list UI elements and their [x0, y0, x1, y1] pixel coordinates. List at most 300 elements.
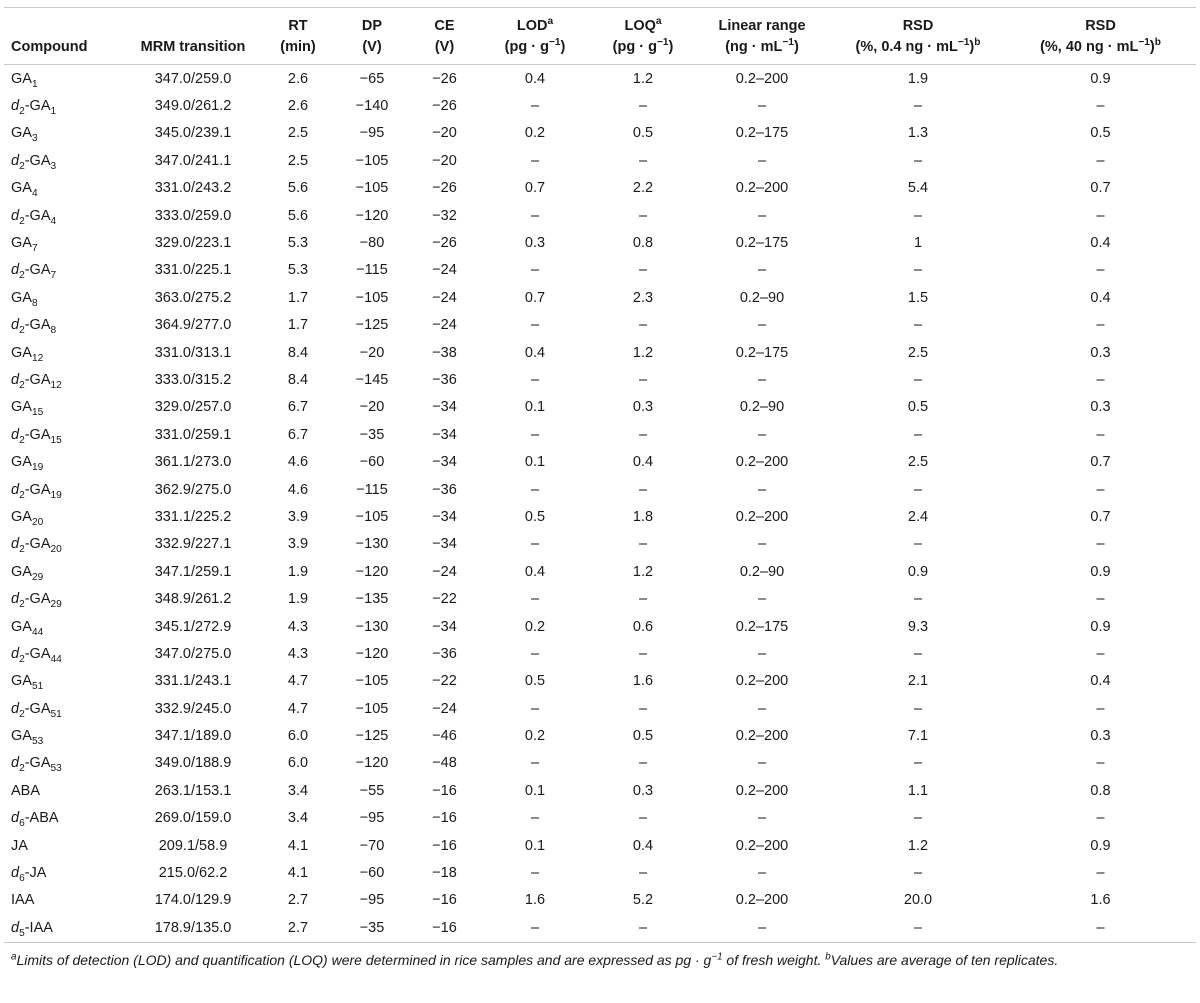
cell-loq: 2.2	[632, 180, 654, 197]
cell-dp: −105	[355, 508, 389, 525]
cell-rsd-high: 0.8	[1090, 782, 1111, 799]
cell-rsd-high: 0.3	[1090, 399, 1111, 416]
cell-rt: 4.1	[287, 837, 309, 854]
cell-compound: $d_5$-IAA	[4, 914, 122, 942]
cell-linear-range: 0.2–200	[735, 180, 789, 197]
cell-rt: 2.6	[287, 98, 309, 115]
cell-rt: 3.9	[287, 536, 309, 553]
cell-mrm-transition: 361.1/273.0	[154, 454, 232, 471]
cell-rsd-low: –	[913, 426, 923, 443]
header-rsd-low: RSD (%, 0.4 ng · $mL^{-1})^b$	[831, 8, 1005, 65]
cell-ce: −34	[432, 454, 457, 471]
cell-linear-range: –	[757, 645, 767, 662]
table-row	[4, 421, 1196, 448]
cell-rt: 2.7	[287, 892, 309, 909]
cell-mrm-transition: 263.1/153.1	[154, 782, 232, 799]
cell-dp: −120	[355, 755, 389, 772]
cell-ce: −46	[432, 728, 457, 745]
cell-ce: −16	[432, 782, 457, 799]
cell-loq: 0.3	[632, 782, 654, 799]
cell-rt: 6.7	[287, 426, 309, 443]
cell-mrm-transition: 178.9/135.0	[122, 914, 264, 942]
cell-rsd-low: –	[913, 371, 923, 388]
cell-dp: −145	[355, 371, 389, 388]
cell-loq: –	[638, 865, 648, 882]
cell-lod: –	[530, 536, 540, 553]
cell-rsd-high: 0.9	[1090, 837, 1111, 854]
cell-mrm-transition: 333.0/259.0	[154, 207, 232, 224]
cell-rsd-low: 1.1	[907, 782, 929, 799]
cell-lod: –	[530, 645, 540, 662]
header-lod: LOD$^a$ $(pg \cdot g^{-1})$	[477, 8, 593, 65]
table-footnote: $^a$Limits of detection (LOD) and quantification (LOQ) were determined in rice samples and are expressed as pg · $g^{-1}$ of fresh weight. $^b$Values are average of ten replicates.	[11, 950, 1059, 968]
cell-linear-range: 0.2–200	[735, 508, 789, 525]
cell-rt: 5.3	[287, 235, 309, 252]
cell-compound: $GA_1$	[11, 70, 38, 90]
cell-loq: 1.2	[632, 344, 654, 361]
cell-rt: 1.9	[287, 563, 309, 580]
cell-lod: –	[530, 317, 540, 334]
cell-mrm-transition: 331.1/243.1	[154, 673, 232, 690]
header-ce: CE (V)	[412, 8, 477, 65]
cell-loq: –	[638, 98, 648, 115]
cell-mrm-transition: 347.1/189.0	[154, 728, 232, 745]
cell-loq: –	[638, 536, 648, 553]
cell-rsd-low: 1	[913, 235, 923, 252]
cell-mrm-transition: 345.1/272.9	[154, 618, 232, 635]
cell-rsd-low: 5.4	[907, 180, 929, 197]
table-row	[4, 175, 1196, 202]
cell-linear-range: –	[757, 591, 767, 608]
cell-lod: –	[530, 700, 540, 717]
cell-mrm-transition: 174.0/129.9	[154, 892, 232, 909]
table-row	[4, 339, 1196, 366]
cell-rsd-low: –	[913, 152, 923, 169]
cell-lod: 0.2	[524, 125, 546, 142]
cell-compound: ABA	[11, 782, 41, 799]
header-mrm-transition: MRM transition	[122, 8, 264, 65]
table-row	[4, 503, 1196, 530]
cell-linear-range: 0.2–200	[735, 782, 789, 799]
cell-lod: –	[530, 152, 540, 169]
table-row	[4, 147, 1196, 174]
cell-rsd-high: 0.3	[1090, 344, 1111, 361]
cell-compound: $GA_{15}$	[11, 399, 44, 419]
cell-dp: −95	[359, 892, 385, 909]
cell-rsd-low: –	[913, 481, 923, 498]
cell-dp: −95	[359, 810, 385, 827]
cell-mrm-transition: 331.0/243.2	[154, 180, 232, 197]
data-table	[4, 7, 1196, 943]
cell-linear-range: 0.2–175	[735, 235, 789, 252]
cell-compound: $d_2-GA_{15}$	[11, 426, 62, 446]
cell-mrm-transition: 364.9/277.0	[154, 317, 232, 334]
cell-loq: 0.5	[632, 728, 654, 745]
header-loq: LOQ$^a$ $(pg \cdot g^{-1})$	[593, 8, 693, 65]
cell-rt: 1.7	[287, 317, 309, 334]
cell-rsd-high: –	[1096, 317, 1105, 334]
cell-compound: $GA_{51}$	[11, 673, 44, 693]
cell-ce: −16	[432, 837, 457, 854]
table-row	[4, 668, 1196, 695]
cell-rsd-high: –	[1096, 591, 1105, 608]
cell-compound: $GA_3$	[11, 125, 38, 145]
cell-rt: 4.7	[287, 700, 309, 717]
table-row	[4, 120, 1196, 147]
cell-rsd-low: –	[913, 207, 923, 224]
table-row	[4, 448, 1196, 475]
cell-ce: −20	[432, 152, 457, 169]
cell-rt: 1.7	[287, 289, 309, 306]
cell-mrm-transition: 363.0/275.2	[154, 289, 232, 306]
cell-linear-range: –	[757, 262, 767, 279]
cell-mrm-transition: 269.0/159.0	[154, 810, 232, 827]
cell-mrm-transition: 347.0/241.1	[154, 152, 232, 169]
cell-dp: −105	[355, 152, 389, 169]
cell-rt: 8.4	[287, 371, 309, 388]
cell-dp: −55	[359, 782, 385, 799]
header-row	[4, 8, 1196, 65]
cell-linear-range: –	[757, 426, 767, 443]
table-row	[4, 394, 1196, 421]
cell-rt: 2.5	[287, 152, 309, 169]
cell-ce: −26	[432, 180, 457, 197]
cell-rt: 1.9	[287, 591, 309, 608]
table-row	[4, 914, 1196, 942]
cell-dp: −95	[359, 125, 385, 142]
cell-linear-range: 0.2–175	[735, 125, 789, 142]
cell-ce: −34	[432, 618, 457, 635]
cell-rsd-low: 1.9	[907, 70, 929, 87]
cell-compound: $d_2-GA_4$	[11, 207, 57, 227]
cell-dp: −140	[355, 98, 389, 115]
cell-rsd-high: 0.5	[1090, 125, 1111, 142]
cell-ce: −22	[432, 591, 457, 608]
cell-dp: −135	[355, 591, 389, 608]
header-compound: Compound	[4, 8, 122, 65]
cell-rsd-low: 0.5	[907, 399, 929, 416]
cell-linear-range: –	[757, 317, 767, 334]
cell-lod: –	[530, 262, 540, 279]
table-row	[4, 284, 1196, 311]
cell-mrm-transition: 332.9/245.0	[154, 700, 232, 717]
cell-rsd-low: –	[913, 645, 923, 662]
cell-linear-range: 0.2–175	[735, 344, 789, 361]
table-body	[4, 65, 1196, 943]
cell-linear-range: 0.2–200	[735, 454, 789, 471]
cell-loq: 0.3	[632, 399, 654, 416]
cell-ce: −18	[432, 865, 457, 882]
cell-rt: 4.3	[287, 618, 309, 635]
cell-rt: 5.6	[287, 207, 309, 224]
cell-ce: −26	[432, 70, 457, 87]
cell-rt: 3.4	[287, 810, 309, 827]
cell-dp: −80	[359, 235, 385, 252]
cell-rt: 2.5	[287, 125, 309, 142]
cell-mrm-transition: 349.0/188.9	[154, 755, 232, 772]
table-row	[4, 229, 1196, 256]
table-row	[4, 613, 1196, 640]
cell-dp: −120	[355, 563, 389, 580]
cell-loq: 0.5	[632, 125, 654, 142]
cell-loq: 2.3	[632, 289, 654, 306]
header-rt: RT (min)	[264, 8, 332, 65]
cell-rsd-high: –	[1096, 645, 1105, 662]
cell-rsd-low: –	[913, 755, 923, 772]
cell-linear-range: –	[757, 536, 767, 553]
cell-ce: −32	[432, 207, 457, 224]
cell-linear-range: –	[757, 810, 767, 827]
cell-rt: 4.6	[287, 454, 309, 471]
cell-loq: –	[638, 262, 648, 279]
cell-linear-range: –	[757, 152, 767, 169]
cell-linear-range: –	[757, 755, 767, 772]
cell-dp: −105	[355, 180, 389, 197]
cell-rsd-low: 2.5	[907, 454, 929, 471]
cell-dp: −125	[355, 728, 389, 745]
cell-compound: $d_2-GA_{12}$	[11, 371, 62, 391]
table-row	[4, 476, 1196, 503]
cell-rt: 6.7	[287, 399, 309, 416]
cell-compound: $GA_{53}$	[11, 728, 44, 747]
cell-dp: −20	[359, 344, 385, 361]
cell-rsd-high: –	[1096, 98, 1105, 115]
cell-dp: −130	[355, 618, 389, 635]
table-row	[4, 92, 1196, 119]
cell-mrm-transition: 332.9/227.1	[154, 536, 232, 553]
header-rsd-high: RSD (%, 40 ng · $mL^{-1})^b$	[1005, 8, 1196, 65]
cell-loq: –	[638, 755, 648, 772]
table-row	[4, 585, 1196, 612]
cell-lod: –	[530, 591, 540, 608]
cell-mrm-transition: 347.0/259.0	[154, 70, 232, 87]
cell-rsd-high: 1.6	[1090, 892, 1111, 909]
cell-rsd-high: –	[1096, 426, 1105, 443]
cell-lod: –	[530, 207, 540, 224]
cell-rsd-high: 0.7	[1090, 180, 1111, 197]
cell-mrm-transition: 345.0/239.1	[154, 125, 232, 142]
cell-linear-range: –	[757, 207, 767, 224]
cell-rsd-low: 9.3	[907, 618, 929, 635]
cell-dp: −125	[355, 317, 389, 334]
cell-compound: $GA_8$	[11, 289, 38, 309]
cell-linear-range: 0.2–175	[735, 618, 789, 635]
cell-loq: 1.2	[632, 563, 654, 580]
cell-ce: −24	[432, 262, 457, 279]
cell-loq: –	[638, 810, 648, 827]
cell-lod: 0.4	[524, 70, 546, 87]
cell-lod: –	[477, 914, 593, 942]
cell-ce: −26	[432, 98, 457, 115]
cell-loq: –	[638, 481, 648, 498]
cell-rsd-low: 7.1	[907, 728, 929, 745]
cell-rt: 5.6	[287, 180, 309, 197]
cell-linear-range: 0.2–200	[735, 70, 789, 87]
cell-lod: –	[530, 371, 540, 388]
cell-ce: −20	[432, 125, 457, 142]
cell-rsd-low: 0.9	[907, 563, 929, 580]
cell-rt: 3.9	[287, 508, 309, 525]
table-row	[4, 722, 1196, 749]
header-linear-range: Linear range $(ng \cdot mL^{-1})$	[693, 8, 831, 65]
cell-linear-range: –	[757, 865, 767, 882]
cell-rt: 8.4	[287, 344, 309, 361]
table-row	[4, 777, 1196, 804]
cell-ce: −22	[432, 673, 457, 690]
cell-rsd-high: –	[1096, 536, 1105, 553]
cell-loq: –	[593, 914, 693, 942]
table-row	[4, 366, 1196, 393]
cell-mrm-transition: 331.0/225.1	[154, 262, 232, 279]
cell-lod: –	[530, 426, 540, 443]
table-row	[4, 558, 1196, 585]
cell-rsd-low: 2.4	[907, 508, 929, 525]
cell-loq: 1.6	[632, 673, 654, 690]
cell-linear-range: –	[757, 700, 767, 717]
table-row	[4, 832, 1196, 859]
cell-mrm-transition: 349.0/261.2	[154, 98, 232, 115]
cell-linear-range: 0.2–90	[739, 399, 785, 416]
cell-ce: −34	[432, 508, 457, 525]
cell-ce: −36	[432, 481, 457, 498]
cell-rsd-high: 0.4	[1090, 289, 1111, 306]
cell-lod: 0.2	[524, 728, 546, 745]
table-row	[4, 312, 1196, 339]
cell-lod: 0.3	[524, 235, 546, 252]
cell-rt: 3.4	[287, 782, 309, 799]
cell-compound: $d_2-GA_{44}$	[11, 645, 62, 665]
cell-rt: 4.3	[287, 645, 309, 662]
cell-linear-range: –	[757, 481, 767, 498]
cell-rt: 6.0	[287, 755, 309, 772]
cell-rt: 4.7	[287, 673, 309, 690]
cell-lod: 0.1	[524, 454, 546, 471]
table-row	[4, 65, 1196, 93]
cell-ce: −16	[432, 892, 457, 909]
cell-ce: −16	[412, 914, 477, 942]
cell-rsd-high: –	[1096, 700, 1105, 717]
cell-mrm-transition: 329.0/223.1	[154, 235, 232, 252]
cell-rt: 4.1	[287, 865, 309, 882]
cell-ce: −34	[432, 399, 457, 416]
cell-dp: −120	[355, 207, 389, 224]
cell-lod: –	[530, 481, 540, 498]
cell-linear-range: 0.2–200	[735, 837, 789, 854]
cell-mrm-transition: 215.0/62.2	[158, 865, 228, 882]
cell-rsd-high: 0.9	[1090, 70, 1111, 87]
cell-ce: −24	[432, 317, 457, 334]
cell-rsd-low: –	[913, 262, 923, 279]
cell-mrm-transition: 331.1/225.2	[154, 508, 232, 525]
cell-mrm-transition: 362.9/275.0	[154, 481, 232, 498]
cell-rsd-low: 2.5	[907, 344, 929, 361]
cell-compound: $d_2-GA_3$	[11, 152, 57, 172]
cell-ce: −36	[432, 645, 457, 662]
cell-dp: −115	[356, 262, 388, 279]
cell-ce: −36	[432, 371, 457, 388]
cell-compound: JA	[11, 837, 28, 854]
cell-rsd-low: –	[913, 865, 923, 882]
cell-rsd-high: 0.9	[1090, 563, 1111, 580]
cell-dp: −60	[359, 865, 385, 882]
cell-loq: –	[638, 371, 648, 388]
cell-ce: −38	[432, 344, 457, 361]
cell-lod: –	[530, 810, 540, 827]
cell-rsd-high: 0.9	[1090, 618, 1111, 635]
cell-mrm-transition: 333.0/315.2	[154, 371, 232, 388]
cell-lod: 0.7	[524, 180, 546, 197]
cell-rsd-high: 0.3	[1090, 728, 1111, 745]
cell-mrm-transition: 347.0/275.0	[154, 645, 232, 662]
cell-dp: −130	[355, 536, 389, 553]
cell-loq: 1.2	[632, 70, 654, 87]
cell-lod: 0.5	[524, 673, 546, 690]
cell-rsd-low: –	[913, 810, 923, 827]
cell-lod: 0.1	[524, 837, 546, 854]
cell-compound: $d_2-GA_1$	[11, 98, 57, 117]
cell-rt: 5.3	[287, 262, 309, 279]
cell-linear-range: 0.2–200	[735, 673, 789, 690]
cell-ce: −16	[432, 810, 457, 827]
cell-lod: 0.7	[524, 289, 546, 306]
cell-compound: $d_2-GA_{51}$	[11, 700, 62, 720]
cell-ce: −24	[432, 289, 457, 306]
cell-mrm-transition: 329.0/257.0	[154, 399, 232, 416]
table-row	[4, 859, 1196, 886]
cell-rsd-low: 20.0	[903, 892, 933, 909]
cell-compound: IAA	[11, 892, 35, 909]
cell-rt: 4.6	[287, 481, 309, 498]
cell-loq: –	[638, 426, 648, 443]
cell-rsd-low: –	[913, 98, 923, 115]
cell-ce: −24	[432, 563, 457, 580]
cell-dp: −120	[355, 645, 389, 662]
table-row	[4, 640, 1196, 667]
cell-rsd-high: 0.7	[1090, 508, 1111, 525]
cell-lod: 0.1	[524, 782, 546, 799]
cell-linear-range: –	[693, 914, 831, 942]
cell-loq: 0.8	[632, 235, 654, 252]
cell-linear-range: –	[757, 371, 767, 388]
cell-dp: −60	[359, 454, 385, 471]
cell-lod: –	[530, 865, 540, 882]
cell-rsd-low: –	[831, 914, 1005, 942]
cell-lod: –	[530, 98, 540, 115]
cell-lod: 1.6	[524, 892, 546, 909]
cell-rsd-high: 0.7	[1090, 454, 1111, 471]
table-row	[4, 257, 1196, 284]
cell-compound: $d_2-GA_{19}$	[11, 481, 62, 501]
cell-linear-range: 0.2–90	[739, 563, 785, 580]
cell-mrm-transition: 331.0/259.1	[154, 426, 232, 443]
cell-linear-range: –	[757, 98, 767, 115]
cell-rsd-high: –	[1096, 262, 1105, 279]
cell-dp: −115	[356, 481, 388, 498]
cell-loq: –	[638, 152, 648, 169]
cell-rsd-high: 0.4	[1090, 235, 1111, 252]
cell-rsd-high: –	[1096, 481, 1105, 498]
cell-loq: 0.6	[632, 618, 654, 635]
cell-compound: $d_2-GA_{53}$	[11, 755, 62, 775]
cell-loq: 0.4	[632, 454, 654, 471]
cell-compound: $GA_4$	[11, 180, 38, 200]
cell-rsd-low: 1.5	[907, 289, 929, 306]
cell-rsd-high: –	[1096, 865, 1105, 882]
cell-lod: 0.4	[524, 563, 546, 580]
cell-rsd-high: –	[1096, 810, 1105, 827]
cell-rsd-high: 0.4	[1090, 673, 1111, 690]
cell-loq: –	[638, 591, 648, 608]
